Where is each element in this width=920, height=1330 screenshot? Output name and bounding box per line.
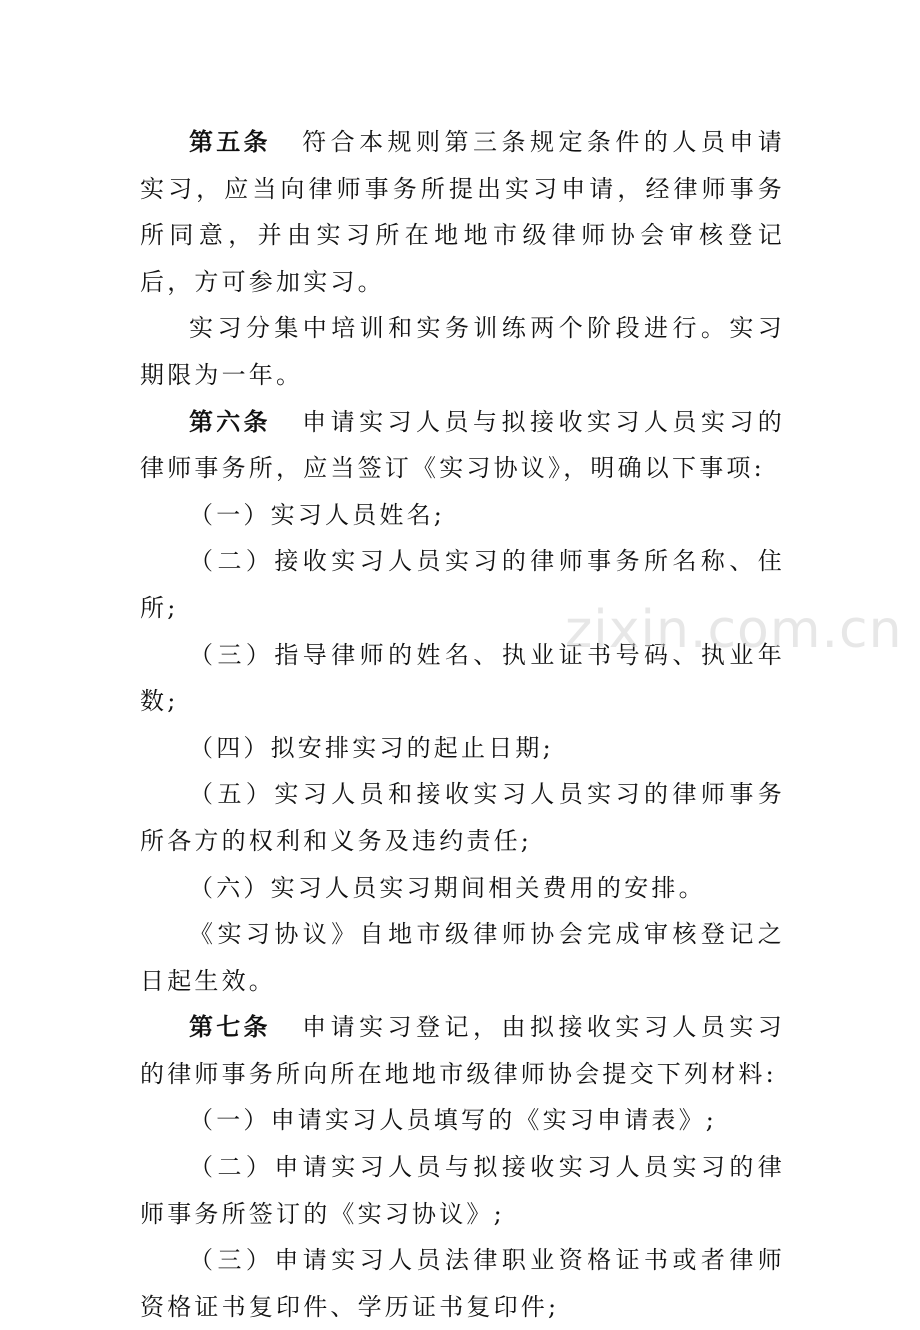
article-5-label: 第五条 bbox=[189, 128, 271, 156]
article-6-closing: 《实习协议》自地市级律师协会完成审核登记之日起生效。 bbox=[140, 920, 785, 995]
article-7-text: 申请实习登记，由拟接收实习人员实习的律师事务所向所在地地市级律师协会提交下列材料: bbox=[140, 1013, 785, 1088]
article-6-paragraph bbox=[140, 399, 785, 492]
article-6-label: 第六条 bbox=[189, 407, 271, 436]
article-6-text: 申请实习人员与拟接收实习人员实习的律师事务所，应当签订《实习协议》，明确以下事项: bbox=[140, 407, 785, 483]
article-5-paragraph bbox=[140, 119, 785, 305]
watermark-text: zixin.com.cn bbox=[565, 600, 903, 660]
article-6-item-6: （六）实习人员实习期间相关费用的安排。 bbox=[189, 873, 706, 902]
article-6-item-1: （一）实习人员姓名; bbox=[189, 500, 446, 529]
article-6-item-5: （五）实习人员和接收实习人员实习的律师事务所各方的权利和义务及违约责任; bbox=[140, 780, 785, 855]
article-7-paragraph bbox=[140, 1004, 785, 1097]
article-6-item-3: （三）指导律师的姓名、执业证书号码、执业年数; bbox=[140, 640, 785, 716]
article-7-item-2: （二）申请实习人员与拟接收实习人员实习的律师事务所签订的《实习协议》; bbox=[140, 1153, 785, 1228]
article-6-item-2: （二）接收实习人员实习的律师事务所名称、住所; bbox=[140, 547, 785, 622]
article-7-item-3: （三）申请实习人员法律职业资格证书或者律师资格证书复印件、学历证书复印件; bbox=[140, 1246, 785, 1321]
article-6-item-4: （四）拟安排实习的起止日期; bbox=[189, 733, 554, 762]
article-7-item-1: （一）申请实习人员填写的《实习申请表》; bbox=[189, 1106, 718, 1135]
article-5-text: 符合本规则第三条规定条件的人员申请实习，应当向律师事务所提出实习申请，经律师事务所同意，并由实习所在地地市级律师协会审核登记后，方可参加实习。 bbox=[140, 128, 785, 296]
article-7-label: 第七条 bbox=[189, 1013, 271, 1042]
article-5-paragraph-2: 实习分集中培训和实务训练两个阶段进行。实习期限为一年。 bbox=[140, 314, 785, 389]
document-body bbox=[140, 119, 785, 1330]
